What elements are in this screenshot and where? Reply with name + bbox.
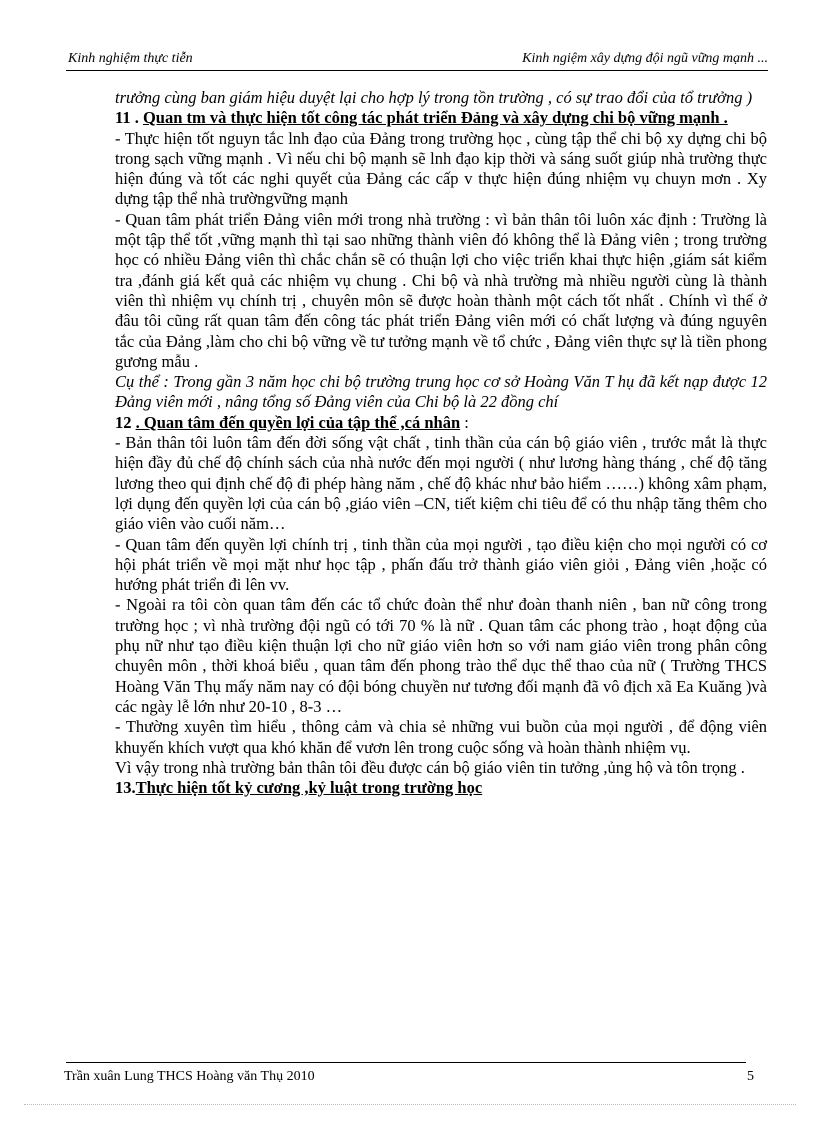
page-boundary [24,1104,796,1105]
section-12-tail: : [460,412,469,432]
paragraph: - Quan tâm phát triển Đảng viên mới trong nhà trường : vì bản thân tôi luôn xác định : Trường là một tập thể tốt ,vững mạnh thì tại sao những thành viên đó không thể là Đảng viên ; trong trường học có nhiều Đảng viên thì chắc chắn sẽ có thuận lợi cho việc triển khai thực hiện ,giám sát kiểm tra ,đánh giá kết quả các nhiệm vụ chung . Chi bộ và nhà trường mà nhiều người cùng là thành viên thì nhiệm vụ chính trị , chuyên môn sẽ được hoàn thành một cách tốt nhất . Chính vì thế ở đâu tôi cũng rất quan tâm đến công tác phát triển Đảng viên mới có chất lượng và đúng nguyên tắc của Đảng ,làm cho chi bộ vững về tư tưởng mạnh về tổ chức , Đảng viên thực sự là tiền phong gương mẫu . [115,209,767,371]
paragraph: Vì vậy trong nhà trường bản thân tôi đều được cán bộ giáo viên tin tưởng ,ủng hộ và tôn trọng . [115,757,745,777]
footer-author: Trần xuân Lung THCS Hoàng văn Thụ 2010 [64,1069,315,1084]
paragraph-example: Cụ thể : Trong gần 3 năm học chi bộ trường trung học cơ sở Hoàng Văn T hụ đã kết nạp được 12 Đảng viên mới , nâng tổng số Đảng viên của Chi bộ là 22 đồng chí [115,372,767,412]
header-left-title: Kinh nghiệm thực tiễn [68,51,193,66]
section-13-heading [115,778,767,798]
section-11-number: 11 . [115,108,143,128]
page-footer [64,1068,754,1086]
paragraph: - Ngoài ra tôi còn quan tâm đến các tổ chức đoàn thể như đoàn thanh niên , ban nữ công trong trường học ; vì nhà trường đội ngũ có tới 70 % là nữ . Quan tâm các phong trào , hoạt động của phụ nữ như tạo điều kiện thuận lợi cho nữ giáo viên hơn so với nam giáo viên trong phân công chuyên môn , thời khoá biểu , quan tâm đến phong trào thể dục thể thao của nữ ( Trường THCS Hoàng Văn Thụ mấy năm nay có đội bóng chuyền nư tương đối mạnh đã vô địch xã Ea Kuăng )và các ngày lễ lớn như 20-10 , 8-3 … [115,595,767,716]
section-13-title: Thực hiện tốt kỷ cương ,kỷ luật trong trường học [135,778,483,798]
section-12-number: 12 [115,412,136,432]
header-rule [66,70,768,71]
paragraph: - Bản thân tôi luôn tâm đến đời sống vật chất , tinh thần của cán bộ giáo viên , trước mắt là thực hiện đầy đủ chế độ chính sách của nhà nước đến mọi người ( như lương hàng tháng , chế độ tăng lương theo qui định chế độ đi phép hàng năm , chế độ khác như bảo hiểm ……) không xâm phạm, lợi dụng đến quyền lợi của cán bộ ,giáo viên –CN, tiết kiệm chi tiêu để có thu nhập tăng thêm cho giáo viên vào cuối năm… [115,433,767,534]
document-body [115,88,767,798]
paragraph: - Thường xuyên tìm hiểu , thông cảm và chia sẻ những vui buồn của mọi người , để động viên khuyến khích vượt qua khó khăn để vươn lên trong cuộc sống và hoàn thành nhiệm vụ. [115,717,767,757]
page-number: 5 [747,1069,754,1084]
footer-rule [66,1062,746,1063]
section-12-title: . Quan tâm đến quyền lợi của tập thể ,cá nhân [135,412,461,432]
section-11-title: Quan tm và thực hiện tốt công tác phát triển Đảng và xây dựng chi bộ vững mạnh . [142,108,728,128]
paragraph: - Quan tâm đến quyền lợi chính trị , tinh thần của mọi người , tạo điều kiện cho mọi người có cơ hội phát triển về mọi mặt như học tập , phấn đấu trở thành giáo viên giỏi , Đảng viên ,hoặc có hướng phát triển đi lên vv. [115,534,767,595]
section-12-heading [115,413,767,433]
section-11-heading [115,108,767,128]
header-right-title: Kinh ngiệm xây dựng đội ngũ vững mạnh ... [522,51,768,66]
paragraph: - Thực hiện tốt nguyn tắc lnh đạo của Đảng trong trường học , cùng tập thể chi bộ xy dựng chi bộ trong sạch vững mạnh . Vì nếu chi bộ mạnh sẽ lnh đạo kịp thời và sáng suốt giúp nhà trường thực hiện đúng và tốt các nghi quyết của Đảng các cấp v thực hiện đúng nhiệm vụ chuyn mơn . Xy dựng tập thể nhà trườngvững mạnh [115,128,767,209]
paragraph-continuation: trưởng cùng ban giám hiệu duyệt lại cho hợp lý trong tồn trường , có sự trao đổi của tổ trưởng ) [115,88,753,107]
section-13-number: 13. [115,778,136,798]
